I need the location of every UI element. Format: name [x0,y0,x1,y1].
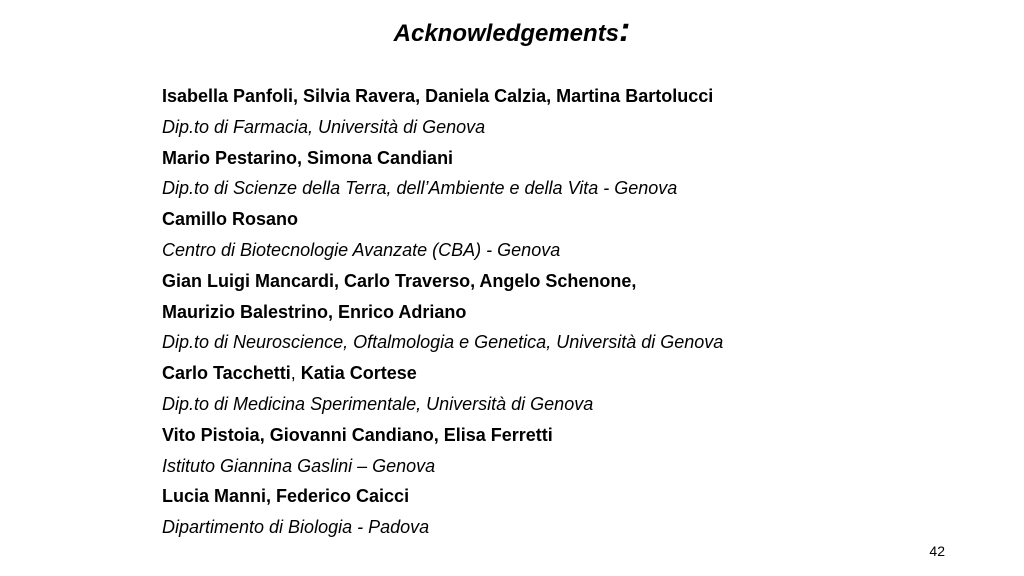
affiliation-line: Dip.to di Neuroscience, Oftalmologia e Genetica, Università di Genova [162,332,724,353]
slide-title-text: Acknowledgements [393,20,620,47]
slide-title [0,12,1024,52]
names-line [162,358,962,389]
slide-title-colon: : [619,11,631,49]
names-line: Camillo Rosano [162,209,299,230]
affiliation-line: Istituto Giannina Gaslini – Genova [162,455,436,476]
affiliation-line: Dip.to di Farmacia, Università di Genova [162,116,486,137]
page-number: 42 [929,543,945,559]
affiliation-line: Dip.to di Medicina Sperimentale, Università di Genova [162,393,594,414]
names-line: Mario Pestarino, Simona Candiani [162,147,454,168]
names-line: Maurizio Balestrino, Enrico Adriano [162,301,467,322]
names-line: Lucia Manni, Federico Caicci [162,486,410,507]
names-line: Gian Luigi Mancardi, Carlo Traverso, Angelo Schenone, [162,270,637,291]
name-carlo-tacchetti: Carlo Tacchetti [162,363,291,384]
names-line: Vito Pistoia, Giovanni Candiano, Elisa Ferretti [162,424,553,445]
affiliation-line: Centro di Biotecnologie Avanzate (CBA) - Genova [162,239,561,260]
names-line: Isabella Panfoli, Silvia Ravera, Daniela Calzia, Martina Bartolucci [162,86,714,106]
affiliation-line: Dipartimento di Biologia - Padova [162,517,430,538]
acknowledgements-list [162,81,962,543]
affiliation-line: Dip.to di Scienze della Terra, dell’Ambiente e della Vita - Genova [162,178,678,199]
name-separator: , [290,363,296,384]
name-katia-cortese: Katia Cortese [300,363,417,384]
